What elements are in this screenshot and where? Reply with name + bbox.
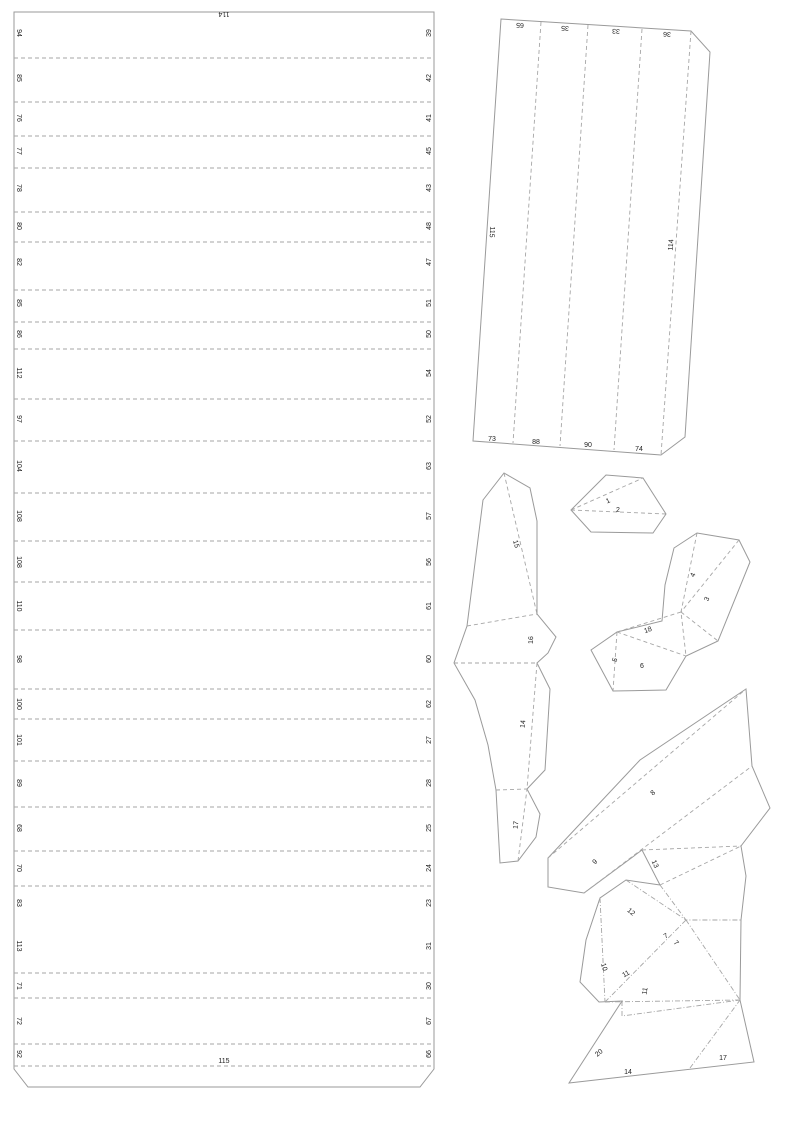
- strip-left-label: 83: [15, 899, 22, 907]
- strip-left-label: 108: [15, 510, 22, 522]
- strip-left-label: 80: [15, 222, 22, 230]
- strip-left-label: 112: [15, 367, 22, 379]
- cap-part: [571, 475, 666, 533]
- strip-left-label: 76: [15, 114, 22, 122]
- large-part-fold-10: [605, 1000, 740, 1002]
- strip-right-label: 24: [426, 864, 433, 872]
- strip-right-labels: [426, 29, 433, 1058]
- strip-left-label: 98: [15, 655, 22, 663]
- strip-right-label: 61: [426, 602, 433, 610]
- strip-left-label: 77: [15, 147, 22, 155]
- large-part-label-12: 12: [625, 907, 636, 918]
- strip-left-label: 104: [15, 460, 22, 472]
- bent-part-fold-3: [681, 612, 718, 641]
- strip-left-label: 92: [15, 1050, 22, 1058]
- tall-part-fold-4: [527, 663, 537, 789]
- strip-right-label: 31: [426, 942, 433, 950]
- strip-left-label: 100: [15, 698, 22, 710]
- strip-right-label: 30: [426, 982, 433, 990]
- long-panel-label-115: 115: [487, 226, 496, 238]
- strip-left-label: 85: [15, 299, 22, 307]
- long-panel-label-88: 88: [532, 439, 540, 446]
- strip-right-label: 66: [426, 1050, 433, 1058]
- strip-right-label: 57: [426, 512, 433, 520]
- large-part-label-11b: 11: [641, 986, 650, 996]
- strip-top-label: 114: [218, 10, 230, 17]
- strip-right-label: 41: [426, 114, 433, 122]
- bent-part-label-6: 6: [640, 663, 644, 670]
- strip-right-label: 45: [426, 147, 433, 155]
- strip-left-label: 68: [15, 824, 22, 832]
- large-part: [548, 689, 770, 1083]
- long-panel-fold-1: [513, 22, 541, 443]
- long-panel: [473, 19, 710, 455]
- strip-right-label: 60: [426, 655, 433, 663]
- tall-part-label-17: 17: [512, 820, 521, 830]
- strip-right-label: 50: [426, 330, 433, 338]
- large-part-fold-3: [642, 846, 741, 850]
- long-panel-outline: [473, 19, 710, 455]
- tall-part-fold-2: [467, 614, 537, 626]
- strip-right-label: 39: [426, 29, 433, 37]
- strip-left-label: 97: [15, 415, 22, 423]
- long-panel-label-73: 73: [488, 436, 496, 443]
- long-panel-fold-2: [560, 25, 588, 446]
- strip-left-label: 85: [15, 74, 22, 82]
- bent-part-label-5: 5: [611, 657, 620, 664]
- cap-part-label-2: 2: [616, 507, 620, 514]
- strip-right-label: 42: [426, 74, 433, 82]
- strip-right-label: 43: [426, 184, 433, 192]
- bent-part-fold-1: [681, 533, 697, 612]
- large-part-label-7a: 7: [662, 932, 670, 941]
- large-part-fold-12: [690, 1000, 740, 1068]
- strip-right-label: 23: [426, 899, 433, 907]
- strip-right-label: 63: [426, 462, 433, 470]
- large-part-label-10: 10: [599, 962, 608, 972]
- large-part-label-11a: 11: [621, 969, 632, 980]
- strip-right-label: 52: [426, 415, 433, 423]
- long-strip: [14, 10, 434, 1087]
- large-part-fold-5: [660, 885, 741, 920]
- strip-left-label: 71: [15, 982, 22, 990]
- large-part-fold-2: [584, 766, 752, 893]
- strip-left-label: 72: [15, 1017, 22, 1025]
- large-part-label-13: 13: [649, 859, 660, 870]
- strip-left-label: 70: [15, 864, 22, 872]
- strip-left-label: 101: [15, 734, 22, 746]
- strip-right-label: 47: [426, 258, 433, 266]
- bent-part-label-18: 18: [643, 625, 654, 636]
- strip-left-label: 94: [15, 29, 22, 37]
- bent-part: [591, 533, 750, 691]
- strip-left-label: 113: [15, 940, 22, 952]
- strip-right-label: 54: [426, 369, 433, 377]
- large-part-label-17: 17: [719, 1055, 727, 1062]
- large-part-label-14: 14: [624, 1069, 632, 1076]
- large-part-label-7b: 7: [671, 939, 680, 948]
- strip-left-label: 110: [15, 600, 22, 612]
- strip-right-label: 67: [426, 1017, 433, 1025]
- strip-left-label: 78: [15, 184, 22, 192]
- long-panel-label-90: 90: [584, 442, 592, 449]
- strip-bottom-label: 115: [218, 1058, 230, 1065]
- tall-part: [454, 473, 556, 863]
- strip-left-labels: [15, 29, 22, 1058]
- long-panel-label-74: 74: [635, 446, 643, 453]
- long-panel-label-114: 114: [667, 239, 676, 251]
- strip-fold-lines: [14, 58, 434, 1066]
- large-part-fold-6: [626, 880, 686, 920]
- strip-right-label: 27: [426, 736, 433, 744]
- strip-left-label: 86: [15, 330, 22, 338]
- large-part-label-9: 9: [591, 858, 600, 867]
- tall-part-outline: [454, 473, 556, 863]
- strip-right-label: 56: [426, 558, 433, 566]
- large-part-label-20: 20: [594, 1048, 605, 1059]
- large-part-fold-11: [622, 1000, 740, 1016]
- bent-part-label-4: 4: [689, 571, 698, 579]
- strip-left-label: 82: [15, 258, 22, 266]
- strip-right-label: 48: [426, 222, 433, 230]
- large-part-fold-4: [660, 846, 741, 885]
- tall-part-label-14: 14: [519, 719, 528, 729]
- long-panel-label-35: 35: [560, 23, 570, 32]
- large-part-fold-9: [686, 920, 740, 1000]
- large-part-outline: [548, 689, 770, 1083]
- strip-right-label: 51: [426, 299, 433, 307]
- strip-right-label: 28: [426, 779, 433, 787]
- strip-right-label: 25: [426, 824, 433, 832]
- bent-part-label-3: 3: [703, 595, 712, 603]
- strip-right-label: 62: [426, 700, 433, 708]
- cap-part-label-1: 1: [604, 497, 612, 506]
- long-panel-label-33: 33: [611, 26, 621, 35]
- bent-part-fold-4: [617, 612, 686, 656]
- large-part-label-8: 8: [649, 789, 658, 798]
- long-panel-label-65: 65: [515, 20, 525, 29]
- strip-left-label: 108: [15, 556, 22, 568]
- long-strip-outline: [14, 12, 434, 1087]
- tall-part-fold-5: [496, 789, 527, 790]
- long-panel-label-36: 36: [662, 29, 672, 38]
- tall-part-label-15: 15: [511, 539, 520, 549]
- tall-part-fold-1: [504, 473, 537, 614]
- strip-left-label: 89: [15, 779, 22, 787]
- bent-part-fold-6: [617, 632, 686, 656]
- tall-part-label-16: 16: [527, 635, 536, 645]
- large-part-fold-1: [548, 689, 746, 858]
- large-part-fold-7: [600, 898, 605, 1002]
- long-panel-fold-4: [661, 31, 691, 455]
